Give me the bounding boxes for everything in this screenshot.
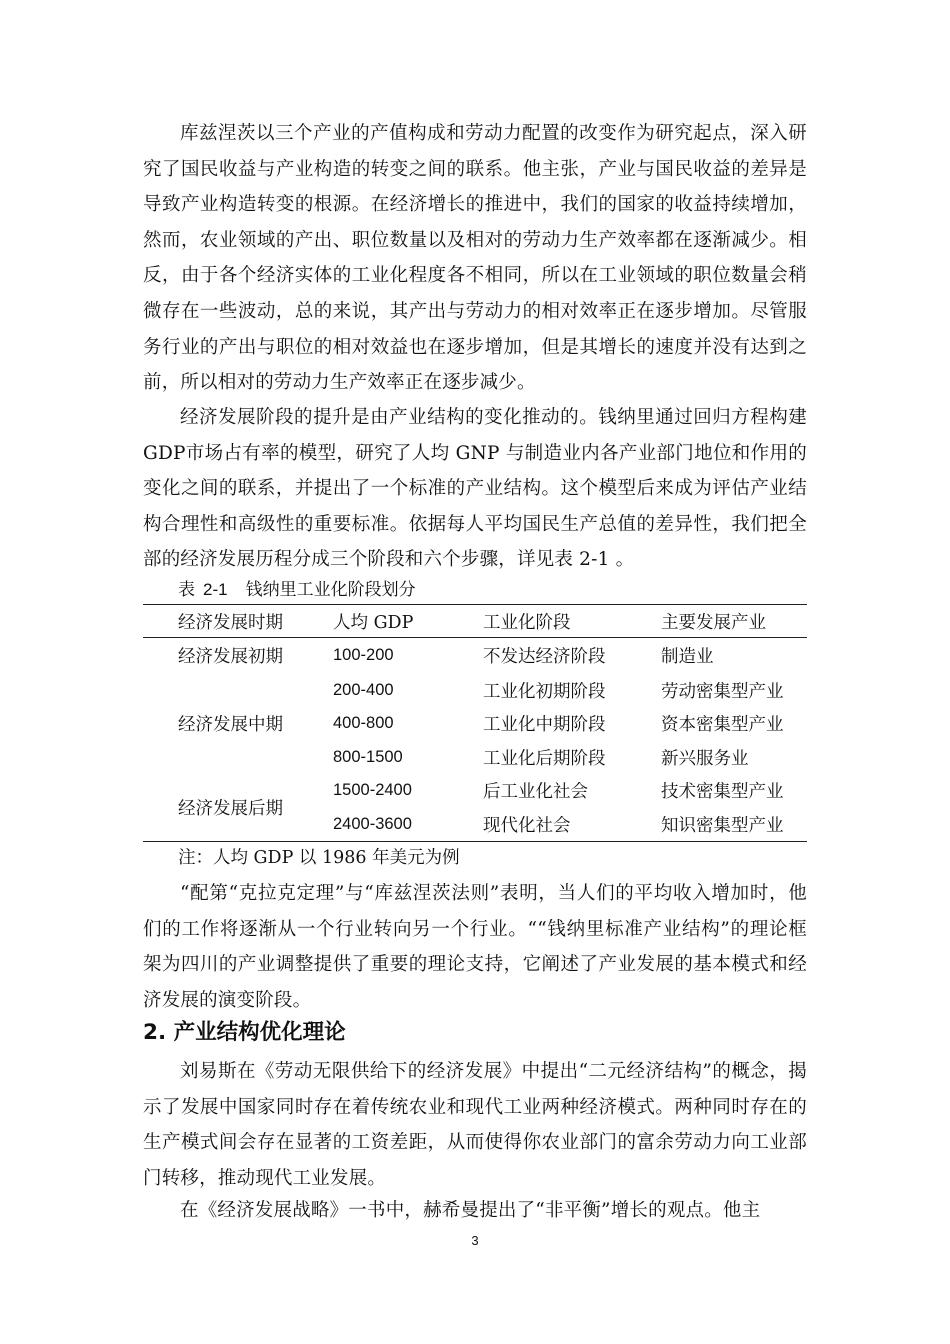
gdp-cell: 800-1500: [333, 747, 403, 766]
stage-cell: 工业化后期阶段: [483, 748, 606, 769]
gdp-cell: 100-200: [333, 646, 394, 665]
table-caption-title: 钱纳里工业化阶段划分: [245, 580, 416, 600]
table-note: 注：人均 GDP 以 1986 年美元为例: [178, 848, 460, 868]
table-caption-prefix: 表: [178, 580, 195, 600]
table-row: [143, 674, 807, 708]
gdp-cell: 1500-2400: [333, 781, 412, 800]
gdp-cell: 2400-3600: [333, 814, 412, 833]
table-header-row: [143, 605, 807, 638]
stage-cell: 现代化社会: [483, 815, 571, 836]
stage-cell: 工业化中期阶段: [483, 715, 606, 736]
period-cell: 经济发展中期: [178, 715, 283, 736]
industry-cell: 劳动密集型产业: [661, 681, 784, 702]
period-cell: 经济发展后期: [178, 798, 283, 819]
gdp-cell: 200-400: [333, 680, 394, 699]
section-heading: 2. 产业结构优化理论: [143, 1020, 346, 1045]
paragraph-lewis: 刘易斯在《劳动无限供给下的经济发展》中提出“二元经济结构”的概念，揭示了发展中国家同时存在着传统农业和现代工业两种经济模式。两种同时存在的生产模式间会存在显著的工资差距，从而使得你农业部门的富余劳动力向工业部门转移，推动现代工业发展。: [143, 1061, 807, 1189]
paragraph-hirschman: 在《经济发展战略》一书中，赫希曼提出了“非平衡”增长的观点。他主: [180, 1200, 761, 1221]
stage-cell: 工业化初期阶段: [483, 681, 606, 702]
industry-cell: 技术密集型产业: [661, 782, 784, 803]
header-industry: 主要发展产业: [661, 612, 766, 633]
table-caption-number: 2-1: [203, 580, 228, 599]
industry-cell: 知识密集型产业: [661, 815, 784, 836]
header-period: 经济发展时期: [178, 612, 283, 633]
industry-cell: 资本密集型产业: [661, 715, 784, 736]
stage-cell: 不发达经济阶段: [483, 647, 606, 668]
header-stage: 工业化阶段: [483, 612, 571, 633]
industry-cell: 制造业: [661, 647, 714, 668]
industry-cell: 新兴服务业: [661, 748, 749, 769]
paragraph-chenery: 经济发展阶段的提升是由产业结构的变化推动的。钱纳里通过回归方程构建GDP市场占有率的模型，研究了人均 GNP 与制造业内各产业部门地位和作用的变化之间的联系，并提出了一个标准的产业结构。这个模型后来成为评估产业结构合理性和高级性的重要标准。依据每人平均国民生产总值的差异性，我们把全部的经济发展历程分成三个阶段和六个步骤，详见表 2-1 。: [143, 407, 807, 571]
stage-cell: 后工业化社会: [483, 782, 588, 803]
page-number: 3: [471, 1233, 479, 1248]
paragraph-kuznets: 库兹涅茨以三个产业的产值构成和劳动力配置的改变作为研究起点，深入研究了国民收益与产业构造的转变之间的联系。他主张，产业与国民收益的差异是导致产业构造转变的根源。在经济增长的推进中，我们的国家的收益持续增加，然而，农业领域的产出、职位数量以及相对的劳动力生产效率都在逐渐减少。相反，由于各个经济实体的工业化程度各不相同，所以在工业领域的职位数量会稍微存在一些波动，总的来说，其产出与劳动力的相对效率正在逐步增加。尽管服务行业的产出与职位的相对效益也在逐步增加，但是其增长的速度并没有达到之前，所以相对的劳动力生产效率正在逐步减少。: [143, 123, 807, 394]
paragraph-petty-clark: “配第“克拉克定理”与“库兹涅茨法则”表明，当人们的平均收入增加时，他们的工作将逐渐从一个行业转向另一个行业。““钱纳里标准产业结构”的理论框架为四川的产业调整提供了重要的理论支持，它阐述了产业发展的基本模式和经济发展的演变阶段。: [143, 883, 807, 1011]
table-row: [143, 774, 807, 808]
table-caption: [178, 576, 416, 604]
header-gdp: 人均 GDP: [333, 612, 414, 633]
industrialization-stage-table: [143, 604, 807, 842]
table-row: [143, 638, 807, 674]
period-cell: 经济发展初期: [178, 647, 283, 668]
gdp-cell: 400-800: [333, 714, 394, 733]
